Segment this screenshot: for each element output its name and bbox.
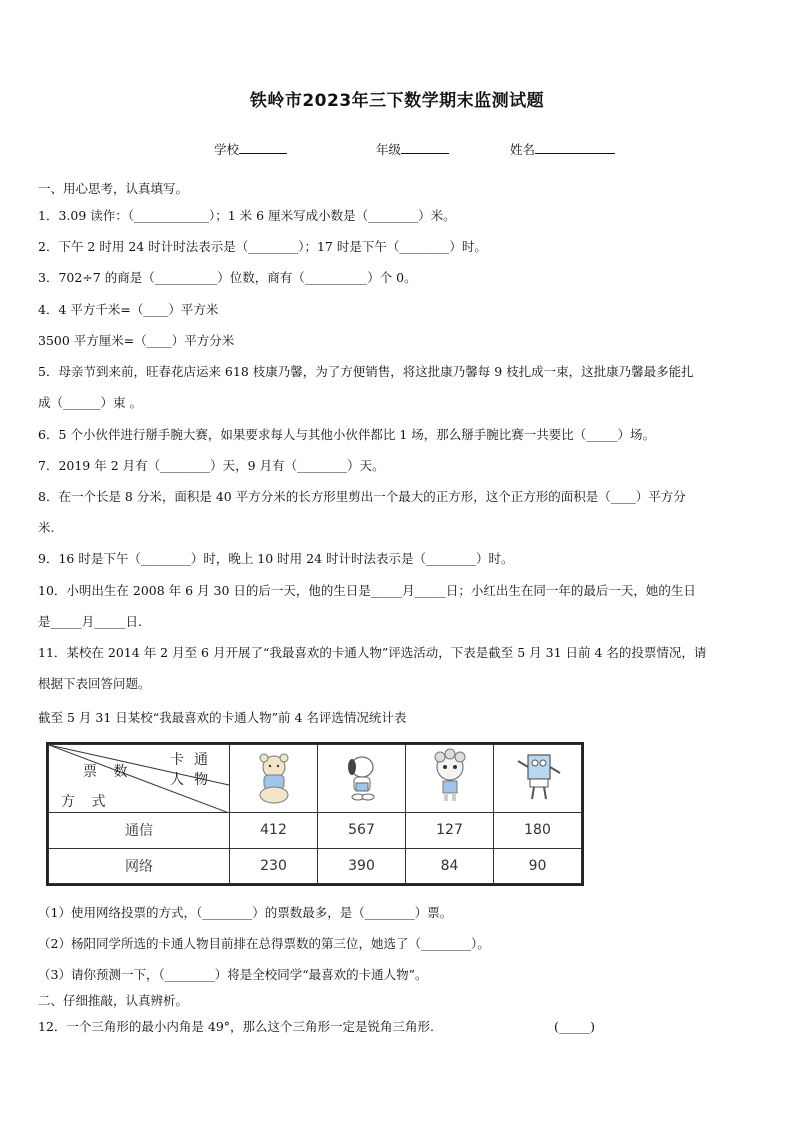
question-8a: 8．在一个长是 8 分米，面积是 40 平方分米的长方形里剪出一个最大的正方形，这个正方形的面积是（____）平方分 (38, 489, 686, 504)
dog-picture-icon (332, 747, 392, 807)
table-cell: 567 (318, 813, 406, 849)
question-11-3: （3）请你预测一下，（________）将是全校同学“最喜欢的卡通人物”。 (38, 967, 428, 982)
grade-label: 年级 (376, 142, 402, 157)
header-method: 方 式 (61, 794, 112, 810)
question-12: 12．一个三角形的最小内角是 49°，那么这个三角形一定是锐角三角形. (38, 1019, 435, 1034)
table-diagonal-header (49, 745, 230, 813)
bear-picture-icon (244, 747, 304, 807)
question-12-answer-blank[interactable]: (_____) (554, 1019, 596, 1034)
question-11-1: （1）使用网络投票的方式，（________）的票数最多，是（________）票。 (38, 905, 453, 920)
vote-table (46, 742, 584, 886)
school-field (214, 140, 287, 158)
table-header-row (49, 745, 582, 813)
school-label: 学校 (214, 142, 240, 157)
table-row (49, 848, 582, 884)
question-5b: 成（______）束 。 (38, 395, 142, 410)
section-1-heading: 一、用心思考，认真填写。 (38, 181, 189, 196)
sponge-picture-icon (508, 747, 568, 807)
character-sponge-cell (494, 745, 582, 813)
table-cell: 230 (230, 848, 318, 884)
question-4b: 3500 平方厘米=（____）平方分米 (38, 333, 235, 348)
question-5a: 5．母亲节到来前，旺春花店运来 618 枝康乃馨，为了方便销售，将这批康乃馨每 9 枝扎成一束，这批康乃馨最多能扎 (38, 364, 694, 379)
question-9: 9．16 时是下午（________）时，晚上 10 时用 24 时计时法表示是（________）时。 (38, 551, 514, 566)
question-4a: 4．4 平方千米=（____）平方米 (38, 302, 219, 317)
question-10a: 10．小明出生在 2008 年 6 月 30 日的后一天，他的生日是_____月_____日；小红出生在同一年的最后一天，她的生日 (38, 583, 696, 598)
table-cell: 90 (494, 848, 582, 884)
name-label: 姓名 (510, 142, 536, 157)
question-10b: 是_____月_____日. (38, 614, 142, 629)
grade-field (376, 140, 449, 158)
header-votes: 票 数 (83, 764, 134, 780)
grade-blank[interactable] (401, 141, 449, 154)
question-2: 2．下午 2 时用 24 时计时法表示是（________）；17 时是下午（________）时。 (38, 239, 487, 254)
question-11b: 根据下表回答问题。 (38, 676, 151, 691)
table-caption: 截至 5 月 31 日某校“我最喜欢的卡通人物”前 4 名评选情况统计表 (38, 710, 407, 725)
question-3: 3．702÷7 的商是（__________）位数，商有（__________）个 0。 (38, 270, 417, 285)
character-bear-cell (230, 745, 318, 813)
character-dog-cell (318, 745, 406, 813)
name-blank[interactable] (535, 141, 615, 154)
school-blank[interactable] (239, 141, 287, 154)
table-cell: 127 (406, 813, 494, 849)
section-2-heading: 二、仔细推敲，认真辨析。 (38, 993, 189, 1008)
row-label: 通信 (49, 813, 230, 849)
header-characters: 卡通人物 (170, 752, 218, 788)
question-1: 1．3.09 读作：（____________）；1 米 6 厘米写成小数是（________）米。 (38, 208, 456, 223)
question-11a: 11．某校在 2014 年 2 月至 6 月开展了“我最喜欢的卡通人物”评选活动，下表是截至 5 月 31 日前 4 名的投票情况，请 (38, 645, 707, 660)
table-cell: 390 (318, 848, 406, 884)
table-cell: 412 (230, 813, 318, 849)
question-8b: 米. (38, 520, 55, 535)
row-label: 网络 (49, 848, 230, 884)
question-7: 7．2019 年 2 月有（________）天，9 月有（________）天。 (38, 458, 385, 473)
table-cell: 180 (494, 813, 582, 849)
table-cell: 84 (406, 848, 494, 884)
page-title: 铁岭市2023年三下数学期末监测试题 (249, 91, 545, 111)
name-field (510, 140, 615, 158)
question-11-2: （2）杨阳同学所选的卡通人物目前排在总得票数的第三位，她选了（________）。 (38, 936, 490, 951)
character-sheep-cell (406, 745, 494, 813)
sheep-picture-icon (420, 747, 480, 807)
table-row (49, 813, 582, 849)
question-6: 6．5 个小伙伴进行掰手腕大赛，如果要求每人与其他小伙伴都比 1 场，那么掰手腕比赛一共要比（_____）场。 (38, 427, 656, 442)
